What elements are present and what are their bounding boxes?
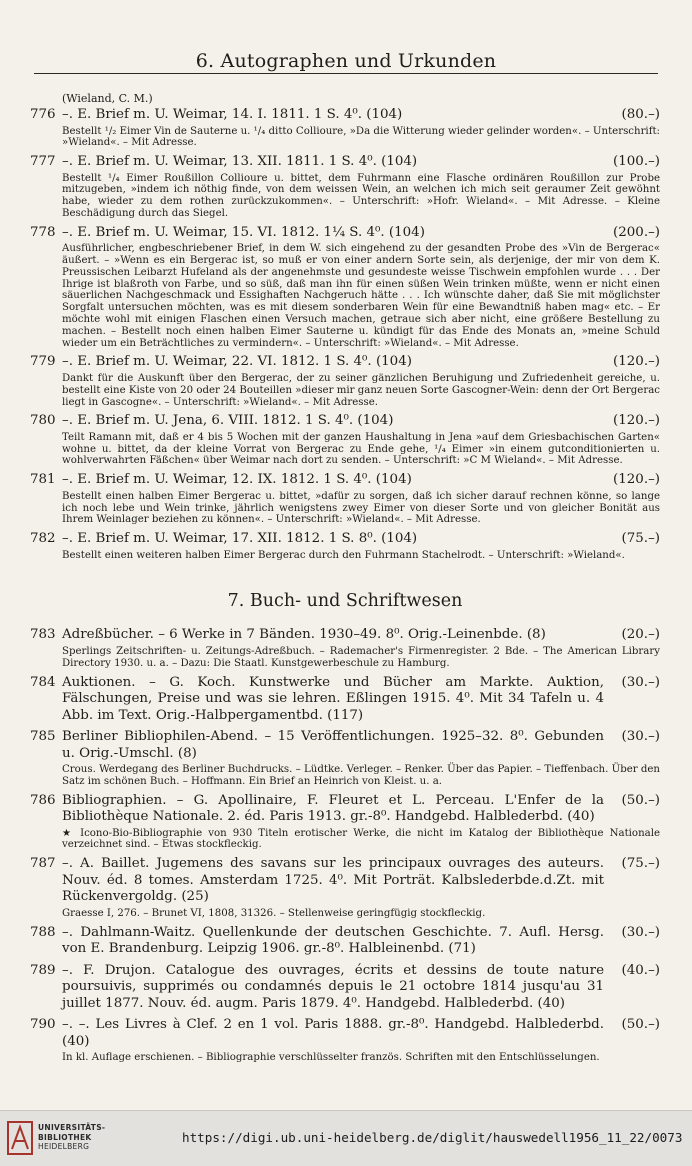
entry-description: Crous. Werdegang des Berliner Buchdrucks. – Lüdtke. Verleger. – Renker. Über das Papier. – Tieffenbach. Über den Satz im schönen Buch. – Hoffmann. Ein Brief an Heinrich von Kleist. u. a. xyxy=(62,764,660,787)
entry-title: –. Dahlmann-Waitz. Quellenkunde der deutschen Geschichte. 7. Aufl. Hersg. von E. Brandenburg. Leipzig 1906. gr.-8⁰. Halbleinenbd. (71) xyxy=(62,924,604,956)
entry-description: ★ Icono-Bio-Bibliographie von 930 Titeln erotischer Werke, die nicht im Katalog der Bibliothèque Nationale verzeichnet sind. – Etwas stockfleckig. xyxy=(62,827,660,851)
entry-description: Ausführlicher, engbeschriebener Brief, in dem W. sich eingehend zu der gesandten Probe des »Vin de Bergerac« äußert. – »Wenn es ein Bergerac ist, so muß er von einer andern Sorte sein, als derjenige, der mir von dem K. Preussischen Leibarzt Hufeland als der angenehmste und gesundeste weisse Tischwein empfohlen wurde . . . Der Ihrige ist blaßroth von Farbe, und so süß, daß man ihn für einen süßen Wein trinken müßte, wenn er nicht einen säuerlichen Nachgeschmack und Essighaften Nachgeruch hätte . . . Ich wünschte daher, daß Sie mit möglichster Sorgfalt untersuchen möchten, was es mit diesem sonderbaren Wein für eine Bewandtniß haben mag« etc. – Er möchte wohl mit einigen Flaschen einen Versuch machen, getraue sich aber nicht, eine größere Bestellung zu machen. – Bestellt noch einen halben Eimer Sauterne u. kündigt für das Ende des Monats an, »meine Schuld wieder um ein Beträchtliches zu vermindern«. – Unterschrift: »Wieland«. – Mit Adresse. xyxy=(62,243,660,349)
entry-number: 776 xyxy=(30,107,56,122)
entry-title-line xyxy=(30,472,660,489)
catalog-entry xyxy=(30,531,660,561)
entry-title: –. E. Brief m. U. Weimar, 15. VI. 1812. 1¼ S. 4⁰. (104) xyxy=(62,224,425,240)
entry-title-line xyxy=(30,1017,660,1050)
entry-price: (120.–) xyxy=(613,413,660,429)
entry-description: Bestellt einen weiteren halben Eimer Bergerac durch den Fuhrmann Stachelrodt. – Unterschrift: »Wieland«. xyxy=(62,549,625,561)
entry-title-line xyxy=(30,154,660,171)
catalog-entry xyxy=(30,675,660,725)
entry-title: Auktionen. – G. Koch. Kunstwerke und Bücher am Markte. Auktion, Fälschungen, Preise und was sie lehren. Eßlingen 1915. 4⁰. Mit 34 Tafeln u. 4 Abb. im Text. Orig.-Halbpergamentbd. (117) xyxy=(62,674,604,723)
entry-number: 780 xyxy=(30,413,56,429)
entry-title: Adreßbücher. – 6 Werke in 7 Bänden. 1930–49. 8⁰. Orig.-Leinenbde. (8) xyxy=(62,627,546,643)
entry-description: In kl. Auflage erschienen. – Bibliographie verschlüsselter französ. Schriften mit den Entschlüsselungen. xyxy=(62,1052,600,1063)
entry-description: Bestellt ¹/₂ Eimer Vin de Sauterne u. ¹/₄ ditto Collioure, »Da die Witterung wieder gelinder worden«. – Unterschrift: »Wieland«. – Mit Adresse. xyxy=(62,125,660,149)
entry-title-line xyxy=(30,925,660,958)
entry-description: Graesse I, 276. – Brunet VI, 1808, 31326. – Stellenweise geringfügig stockfleckig. xyxy=(62,907,486,919)
entry-price: (30.–) xyxy=(621,674,660,690)
entry-title-line xyxy=(30,225,660,242)
entry-price: (120.–) xyxy=(613,354,660,370)
entry-number: 778 xyxy=(30,224,56,240)
entry-title: –. E. Brief m. U. Jena, 6. VIII. 1812. 1 S. 4⁰. (104) xyxy=(62,413,394,429)
entry-number: 785 xyxy=(30,729,56,745)
catalog-entry xyxy=(30,1017,660,1064)
entry-title-line xyxy=(30,531,660,548)
entry-price: (50.–) xyxy=(621,1017,660,1032)
entry-number: 777 xyxy=(30,154,56,170)
entry-price: (30.–) xyxy=(621,924,660,940)
entry-description: Sperlings Zeitschriften- u. Zeitungs-Adreßbuch. – Rademacher's Firmenregister. 2 Bde. – The American Library Directory 1930. u. a. – Dazu: Die Staatl. Kunstgewerbeschule zu Hamburg. xyxy=(62,645,660,669)
entry-number: 783 xyxy=(30,627,56,643)
entry-price: (200.–) xyxy=(613,224,660,240)
library-name-line: HEIDELBERG xyxy=(38,1142,90,1151)
entry-price: (50.–) xyxy=(621,792,660,808)
catalog-entry xyxy=(30,925,660,958)
entry-number: 790 xyxy=(30,1017,56,1032)
entry-number: 788 xyxy=(30,924,56,940)
section-7-entries xyxy=(30,627,660,1063)
entry-price: (40.–) xyxy=(621,962,660,978)
entry-description: Bestellt einen halben Eimer Bergerac u. bittet, »dafür zu sorgen, daß ich sicher darauf rechnen könne, so lange ich noch lebe und Wein trinke, jährlich wenigstens zwey Eimer von dieser Sorte und von gleicher Bonität aus Ihrem Weinlager beziehen zu können«. – Unterschrift: »Wieland«. – Mit Adresse. xyxy=(62,490,660,526)
entry-title: Bibliographien. – G. Apollinaire, F. Fleuret et L. Perceau. L'Enfer de la Bibliothèque Nationale. 2. éd. Paris 1913. gr.-8⁰. Handgebd. Halblederbd. (40) xyxy=(62,792,604,825)
catalog-entry xyxy=(30,225,660,350)
entry-title-line xyxy=(30,627,660,644)
library-name-line: UNIVERSITÄTS- xyxy=(38,1123,106,1132)
entry-title-line xyxy=(30,793,660,826)
entry-number: 784 xyxy=(30,674,56,690)
page-title: 6. Autographen und Urkunden xyxy=(195,50,497,72)
entry-number: 786 xyxy=(30,792,56,808)
entry-group-author: (Wieland, C. M.) xyxy=(62,92,153,105)
entry-number: 789 xyxy=(30,962,56,978)
entry-title-line xyxy=(30,413,660,430)
catalog-entry xyxy=(30,472,660,526)
entry-description: Dankt für die Auskunft über den Bergerac, der zu seiner gänzlichen Beruhigung und Zufriedenheit gereiche, u. bestellt eine Kiste von 20 oder 24 Bouteillen »dieser mir ganz neuen Sorte Gascogner-Wein: denn der Ort Bergerac liegt in Gascogne«. – Unterschrift: »Wieland«. – Mit Adresse. xyxy=(62,372,660,408)
entry-title-line xyxy=(30,856,660,906)
catalog-entries xyxy=(30,92,660,1069)
section-title: 7. Buch- und Schriftwesen xyxy=(227,591,463,612)
entry-price: (75.–) xyxy=(621,531,660,547)
catalog-entry xyxy=(30,107,660,149)
entry-title-line xyxy=(30,675,660,725)
entry-title: –. E. Brief m. U. Weimar, 13. XII. 1811. 1 S. 4⁰. (104) xyxy=(62,154,418,170)
entry-title: –. A. Baillet. Jugemens des savans sur les principaux ouvrages des auteurs. Nouv. éd. 8 tomes. Amsterdam 1725. 4⁰. Mit Porträt. Kalbslederbde.d.Zt. mit Rückenvergoldg. (25) xyxy=(62,856,604,905)
library-name xyxy=(38,1123,105,1152)
entry-number: 787 xyxy=(30,856,56,872)
entry-number: 781 xyxy=(30,472,56,488)
entry-title: –. –. Les Livres à Clef. 2 en 1 vol. Paris 1888. gr.-8⁰. Handgebd. Halblederbd. (40) xyxy=(62,1017,604,1049)
catalog-entry xyxy=(30,627,660,669)
entry-price: (80.–) xyxy=(621,107,660,122)
header-rule xyxy=(34,73,658,74)
catalog-entry xyxy=(30,354,660,408)
library-name-line: BIBLIOTHEK xyxy=(38,1132,92,1142)
catalog-entry xyxy=(30,154,660,220)
entry-price: (120.–) xyxy=(613,472,660,488)
entry-description: Teilt Ramann mit, daß er 4 bis 5 Wochen mit der ganzen Haushaltung in Jena »auf dem Griesbachischen Garten« wohne u. bittet, da der kleine Vorrat von Bergerac zu Ende gehe, ¹/₄ Eimer »in einem gutconditionierten u. wohlverwahrten Fäßchen« über Weimar nach dort zu senden. – Unterschrift: »C M Wieland«. – Mit Adresse. xyxy=(62,431,660,467)
catalog-entry xyxy=(30,413,660,467)
entry-title: –. E. Brief m. U. Weimar, 12. IX. 1812. 1 S. 4⁰. (104) xyxy=(62,472,412,488)
entry-number: 779 xyxy=(30,354,56,370)
entry-price: (20.–) xyxy=(621,627,660,643)
entry-title: –. E. Brief m. U. Weimar, 14. I. 1811. 1 S. 4⁰. (104) xyxy=(62,107,403,122)
entry-price: (75.–) xyxy=(621,856,660,872)
entry-title: –. E. Brief m. U. Weimar, 22. VI. 1812. 1 S. 4⁰. (104) xyxy=(62,354,412,370)
page-url-link[interactable]: https://digi.ub.uni-heidelberg.de/diglit/hauswedell1956_11_22/0073 xyxy=(182,1130,683,1145)
entry-price: (30.–) xyxy=(621,729,660,745)
catalog-entry xyxy=(30,793,660,852)
viewer-footer xyxy=(0,1110,692,1166)
entry-title-line xyxy=(30,107,660,124)
entry-title: –. F. Drujon. Catalogue des ouvrages, écrits et dessins de toute nature poursuivis, supprimés ou condamnés depuis le 21 octobre 1814 jusqu'au 31 juillet 1877. Nouv. éd. augm. Paris 1879. 4⁰. Handgebd. Halblederbd. (40) xyxy=(62,962,604,1011)
entry-title: Berliner Bibliophilen-Abend. – 15 Veröffentlichungen. 1925–32. 8⁰. Gebunden u. Orig.-Umschl. (8) xyxy=(62,729,604,761)
entry-number: 782 xyxy=(30,531,56,547)
university-library-logo-icon[interactable] xyxy=(6,1119,34,1157)
entry-title-line xyxy=(30,963,660,1013)
entry-title-line xyxy=(30,729,660,762)
section-6-entries xyxy=(30,107,660,561)
entry-title-line xyxy=(30,354,660,371)
entry-price: (100.–) xyxy=(613,154,660,170)
entry-title: –. E. Brief m. U. Weimar, 17. XII. 1812. 1 S. 8⁰. (104) xyxy=(62,531,418,547)
catalog-entry xyxy=(30,963,660,1013)
entry-description: Bestellt ¹/₄ Eimer Roußillon Collioure u. bittet, dem Fuhrmann eine Flasche ordinären Roußillon zur Probe mitzugeben, »indem ich nöthig finde, von dem weissen Wein, an welchen ich mich seit geraumer Zeit gewöhnt habe, wieder zu dem rothen zurückzukommen«. – Unterschrift: »Hofr. Wieland«. – Mit Adresse. – Kleine Beschädigung durch das Siegel. xyxy=(62,172,660,219)
catalog-entry xyxy=(30,729,660,788)
catalog-entry xyxy=(30,856,660,919)
